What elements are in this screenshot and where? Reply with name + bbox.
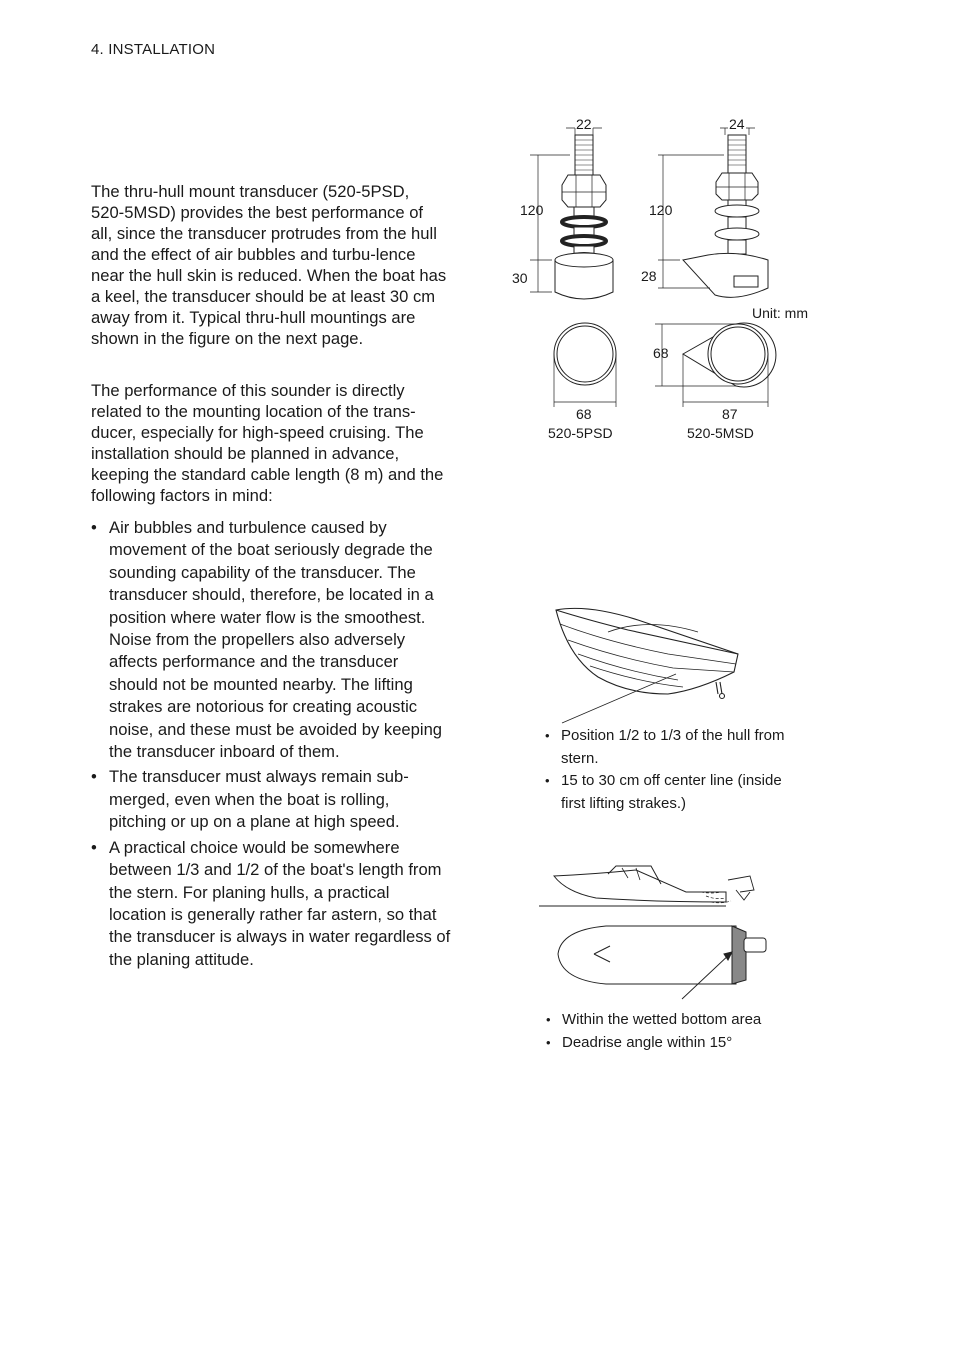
list-item: • Air bubbles and turbulence caused by movement of the boat seriously degrade the sounding capability of the transducer. The transducer should, therefore, be located in a position where water flow is the smoothest. Noise from the propellers also adversely affects performance and the transducer should not be mounted nearby. The lifting strakes are notorious for creating acoustic noise, and these must be avoided by keeping the transducer inboard of them.: [91, 517, 451, 763]
psd-base-dim: 30: [512, 270, 528, 286]
intro-paragraph: [91, 181, 447, 349]
mounting-factors-list: [91, 517, 451, 974]
list-item: • Deadrise angle within 15°: [544, 1032, 804, 1055]
msd-base-dim: 28: [641, 268, 657, 284]
psd-diameter-dim: 68: [576, 406, 592, 422]
psd-bolt-dim: 22: [576, 116, 592, 132]
psd-top-view: [554, 323, 616, 407]
section-header: 4. INSTALLATION: [91, 41, 216, 58]
performance-paragraph: [91, 380, 447, 506]
msd-height-dim: 120: [649, 202, 673, 218]
hull-mounting-figure: [548, 602, 748, 728]
msd-length-dim: 87: [722, 406, 738, 422]
psd-model-label: 520-5PSD: [548, 425, 613, 441]
msd-width-dim: 68: [653, 345, 669, 361]
psd-height-dim: 120: [520, 202, 544, 218]
transducer-dimension-figure: [500, 110, 830, 450]
list-item: • Position 1/2 to 1/3 of the hull from stern.: [543, 725, 803, 770]
planing-hull-figure: [536, 862, 776, 1004]
msd-model-label: 520-5MSD: [687, 425, 754, 441]
list-item: • The transducer must always remain sub-merged, even when the boat is rolling, pitching or up on a plane at high speed.: [91, 766, 451, 833]
unit-label: Unit: mm: [752, 305, 808, 321]
msd-top-view: [655, 323, 776, 407]
planing-figure-captions: [544, 1009, 804, 1054]
list-item: • 15 to 30 cm off center line (inside first lifting strakes.): [543, 770, 803, 815]
list-item: • A practical choice would be somewhere between 1/3 and 1/2 of the boat's length from the stern. For planing hulls, a practical location is generally rather far astern, so that the transducer is always in water regardless of the planing attitude.: [91, 837, 451, 971]
msd-bolt-dim: 24: [729, 116, 745, 132]
performance-text: The performance of this sounder is directly related to the mounting location of the trans-ducer, especially for high-speed cruising. The installation should be planned in advance, keeping the standard cable length (8 m) and the following factors in mind:: [91, 381, 444, 505]
msd-side-view: [658, 128, 768, 297]
hull-figure-captions: [543, 725, 803, 815]
intro-text: The thru-hull mount transducer (520-5PSD, 520-5MSD) provides the best performance of all, since the transducer protrudes from the hull and the effect of air bubbles and turbu-lence near the hull skin is reduced. When the boat has a keel, the transducer should be at least 30 cm away from it. Typical thru-hull mountings are shown in the figure on the next page.: [91, 182, 447, 348]
list-item: • Within the wetted bottom area: [544, 1009, 804, 1032]
